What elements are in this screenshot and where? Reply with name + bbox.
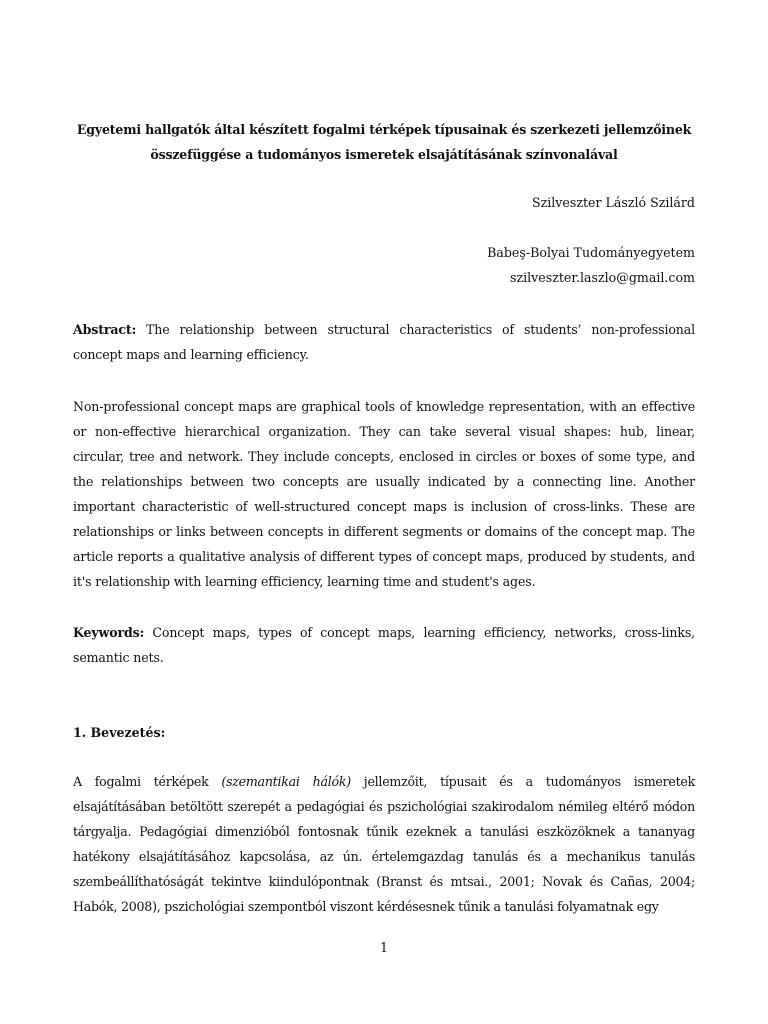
keywords-label: Keywords:: [73, 625, 145, 640]
author-name: Szilveszter László Szilárd: [531, 195, 695, 210]
paper-title: [73, 117, 695, 167]
summary-paragraph: Non-professional concept maps are graphical tools of knowledge representation, with an effective or non-effective hierarchical organization. They can take several visual shapes: hub, linear, circular, tree and network. They include concepts, enclosed in circles or boxes of some type, and the relationships between two concepts are usually indicated by a connecting line. Another important characteristic of well-structured concept maps is inclusion of cross-links. These are relationships or links between concepts in different segments or domains of the concept map. The article reports a qualitative analysis of different types of concept maps, produced by students, and it's relationship with learning efficiency, learning time and student's ages.: [73, 399, 695, 589]
keywords-paragraph: [73, 620, 695, 670]
intro-paragraph: [73, 769, 695, 919]
title-line-1: Egyetemi hallgatók által készített fogalmi térképek típusainak és szerkezeti jellemzőinek: [76, 122, 692, 137]
section-heading: 1. Bevezetés:: [73, 725, 166, 740]
document-page: [73, 0, 695, 1024]
abstract-text: The relationship between structural characteristics of students’ non-professional concept maps and learning efficiency.: [73, 322, 695, 362]
intro-text-rest: jellemzőit, típusait és a tudományos ismeretek elsajátításában betöltött szerepét a pedagógiai és pszichológiai szakirodalom némileg eltérő módon tárgyalja. Pedagógiai dimenzióból fontosnak tűnik ezeknek a tanulási eszközöknek a tananyag hatékony elsajátításához kapcsolása, az ún. értelemgazdag tanulás és a mechanikus tanulás szembeállíthatóságát tekintve kiindulópontnak (Branst és mtsai., 2001; Novak és Cañas, 2004; Habók, 2008), pszichológiai szempontból viszont kérdésesnek tűnik a tanulási folyamatnak egy: [73, 774, 695, 914]
intro-text-start: A fogalmi térképek: [73, 774, 222, 789]
author-email: szilveszter.laszlo@gmail.com: [510, 270, 695, 285]
page-number: 1: [379, 940, 388, 955]
title-line-2: összefüggése a tudományos ismeretek elsajátításának színvonalával: [150, 147, 618, 162]
abstract-label: Abstract:: [73, 322, 137, 337]
abstract-paragraph: [73, 317, 695, 367]
intro-italic-term: (szemantikai hálók): [221, 774, 351, 789]
author-affiliation: Babeş-Bolyai Tudományegyetem: [487, 245, 695, 260]
keywords-text: Concept maps, types of concept maps, learning efficiency, networks, cross-links, semantic nets.: [73, 625, 695, 665]
